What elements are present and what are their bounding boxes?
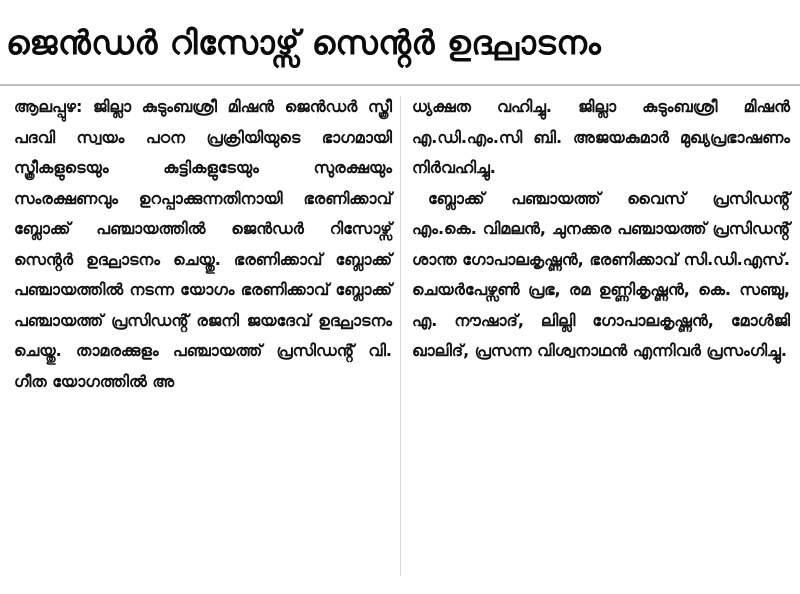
body-paragraph-3: ബ്ലോക്ക് പഞ്ചായത്ത് വൈസ് പ്രസിഡൻ്റ് എം.കെ. വിമലൻ, ചുനക്കര പഞ്ചായത്ത് പ്രസിഡൻ്റ് ശാന്ത ഗോപാലകൃഷ്ണൻ, ഭരണിക്കാവ് സി.ഡി.എസ്. ചെയർപേഴ്സൺ പ്രഭ, രമ ഉണ്ണികൃഷ്ണൻ, കെ. സഞ്ചു, എ. നൗഷാദ്, ലില്ലി ഗോപാലകൃഷ്ണൻ, മോൾജി ഖാലിദ്, പ്രസന്ന വിശ്വനാഥൻ എന്നിവർ പ്രസംഗിച്ചു.	[412, 188, 790, 360]
headline: ജെൻഡർ റിസോഴ്സ് സെൻ്റർ ഉദ്ഘാടനം	[6, 23, 602, 62]
headline-rule	[0, 84, 800, 86]
article-column-right	[412, 92, 790, 367]
body-paragraph-1: ആലപ്പുഴ: ജില്ലാ കുടുംബശ്രീ മിഷൻ ജെൻഡർ സ്ത്രീ പദവി സ്വയം പഠന പ്രക്രിയിയുടെ ഭാഗമായി സ്ത്രീകളുടെയും കുട്ടികളുടേയും സുരക്ഷയും സംരക്ഷണവും ഉറപ്പാക്കുന്നതിനായി ഭരണിക്കാവ് ബ്ലോക്ക് പഞ്ചായത്തിൽ ജെൻഡർ റിസോഴ്സ് സെൻ്റർ ഉദ്ഘാടനം ചെയ്തു. ഭരണിക്കാവ് ബ്ലോക്ക് പഞ്ചായത്തിൽ നടന്ന യോഗം ഭരണിക്കാവ് ബ്ലോക്ക് പഞ്ചായത്ത് പ്രസിഡൻ്റ് രജനി ജയദേവ് ഉദ്ഘാടനം ചെയ്തു. താമരക്കുളം പഞ്ചായത്ത് പ്രസിഡൻ്റ് വി. ഗീത യോഗത്തിൽ അ	[14, 97, 392, 391]
body-paragraph-2: ധ്യക്ഷത വഹിച്ചു. ജില്ലാ കുടുംബശ്രീ മിഷൻ എ.ഡി.എം.സി ബി. അജയകുമാർ മുഖ്യപ്രഭാഷണം നിർവഹിച്ചു.	[412, 97, 790, 177]
article-column-left	[14, 92, 392, 397]
column-divider	[400, 96, 401, 576]
